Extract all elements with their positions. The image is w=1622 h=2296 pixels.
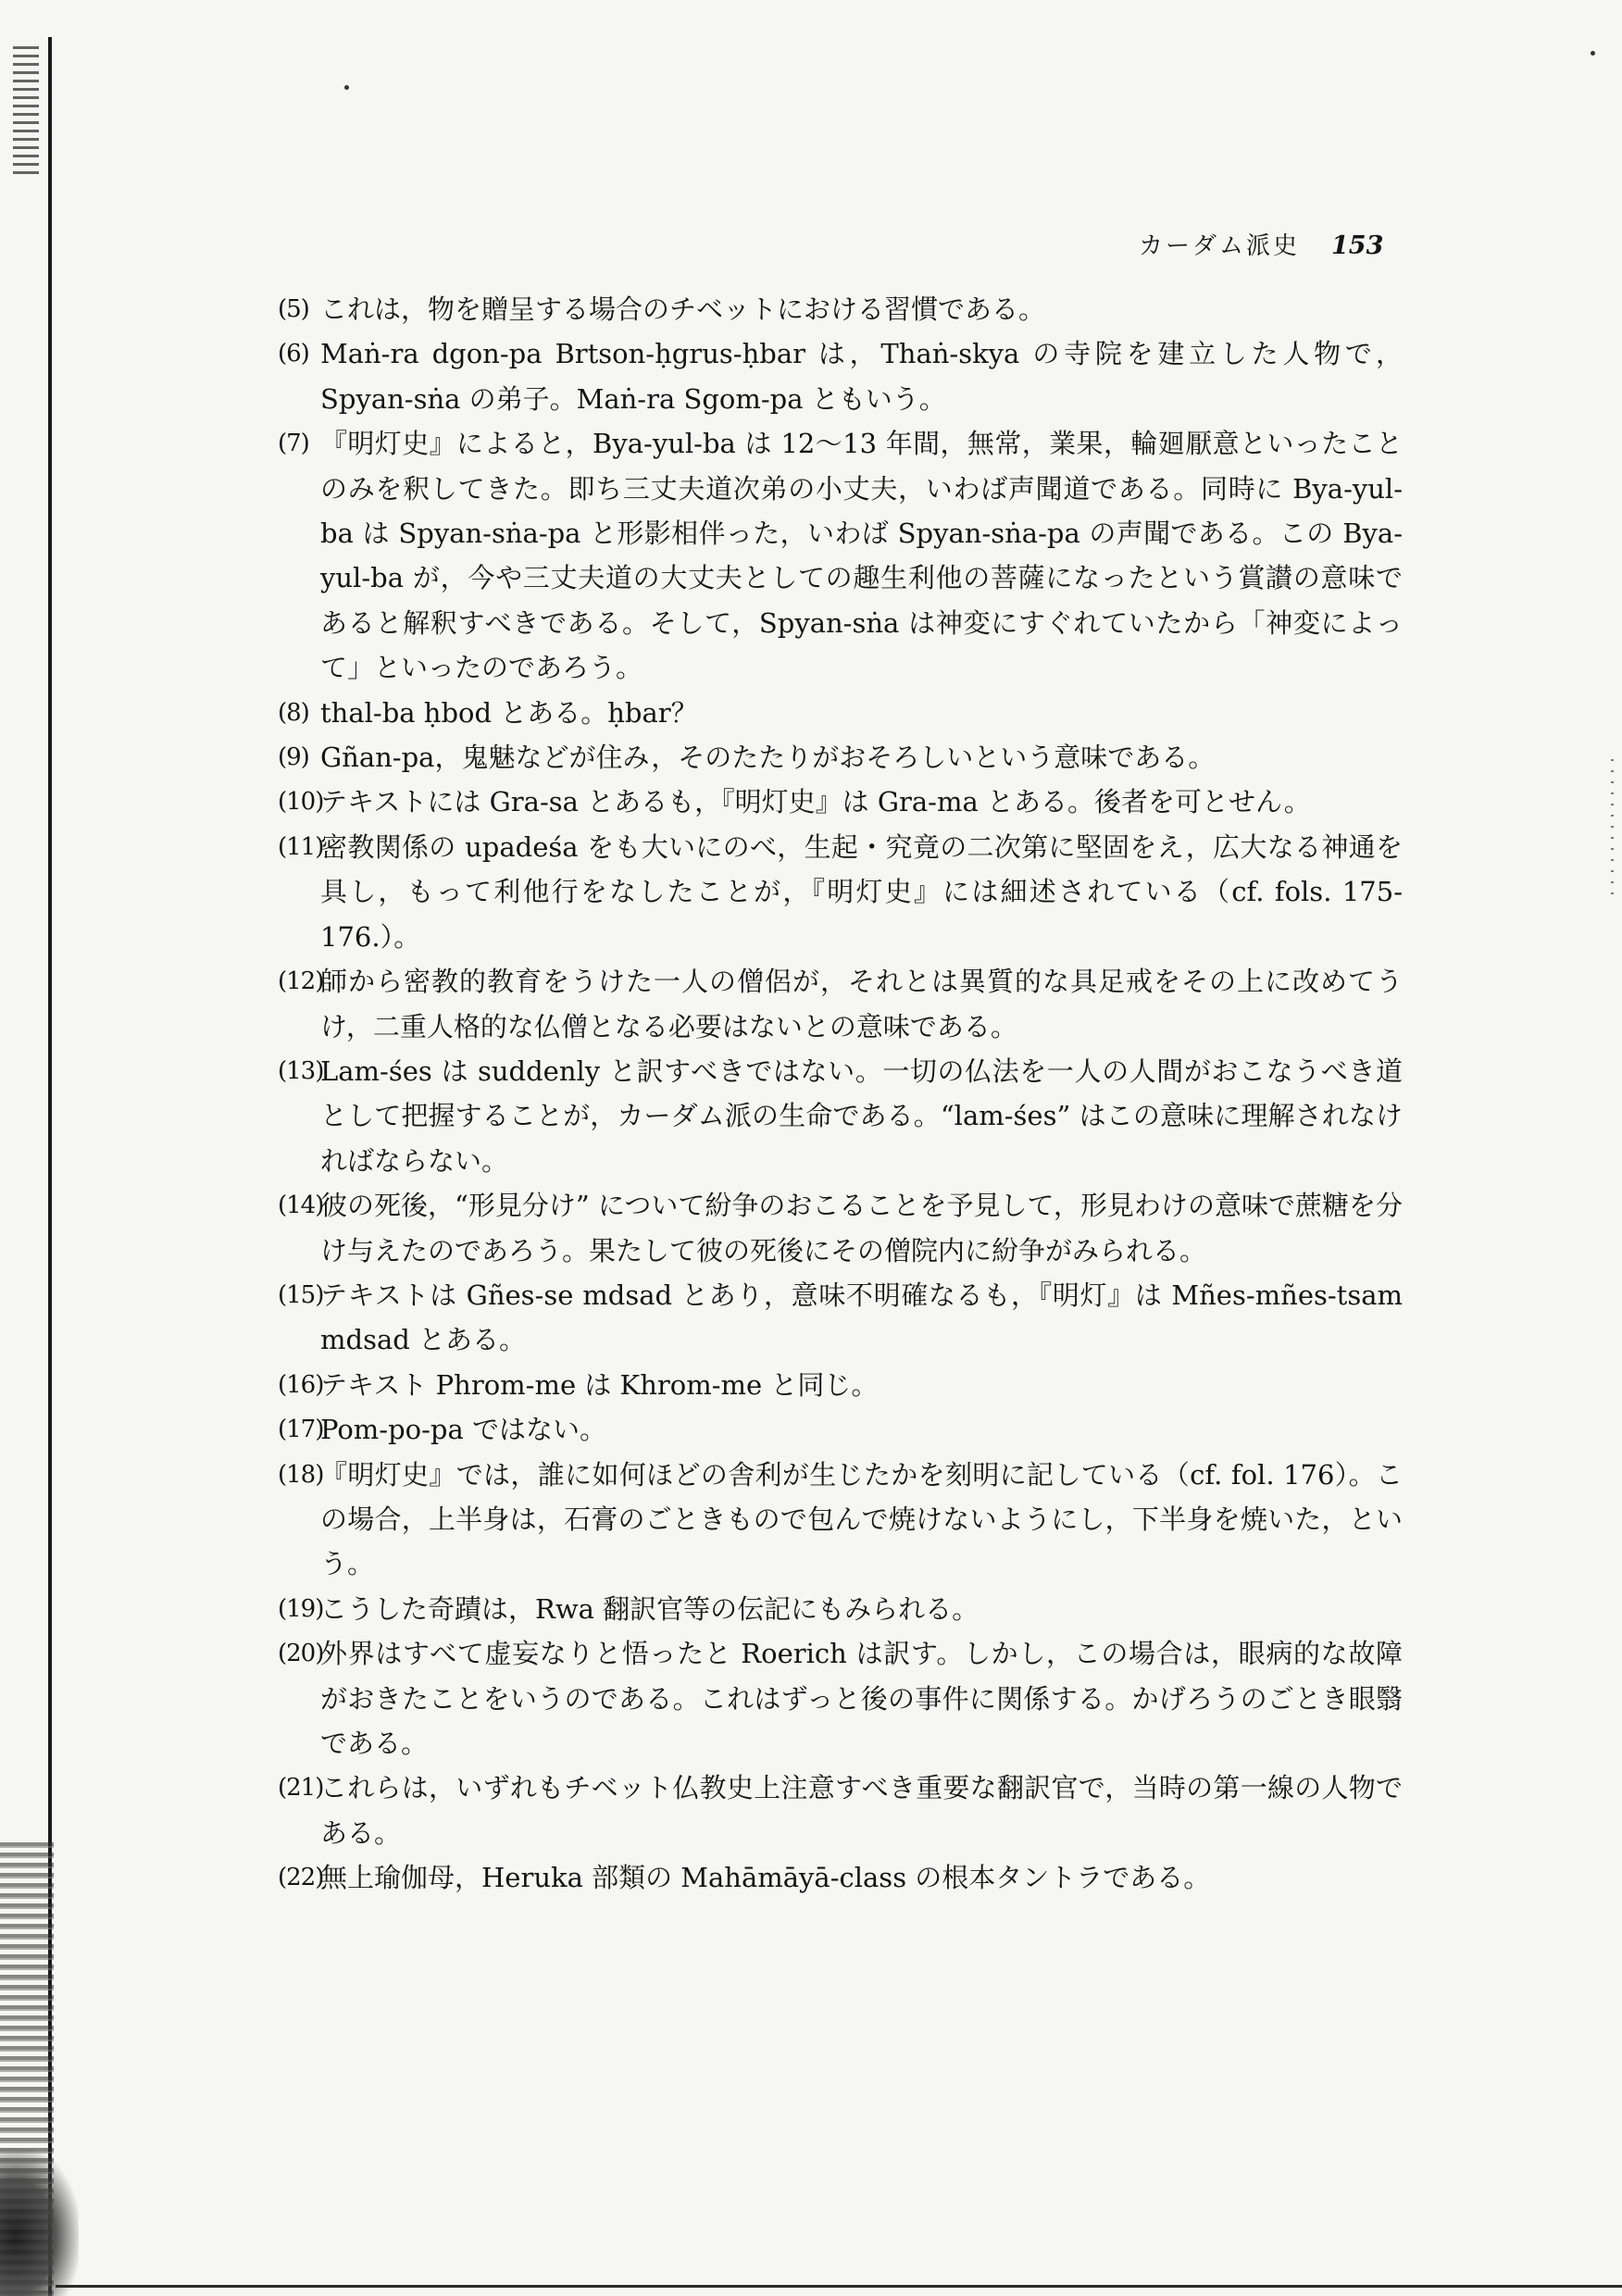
note-number: (7) bbox=[278, 430, 309, 458]
scan-right-specks bbox=[1611, 759, 1614, 898]
note-text: テキスト Phrom-me は Khrom-me と同じ。 bbox=[320, 1368, 879, 1401]
note-text: これは，物を贈呈する場合のチベットにおける習慣である。 bbox=[320, 293, 1046, 325]
note-9 bbox=[278, 735, 1403, 780]
note-8 bbox=[278, 691, 1403, 735]
note-text: テキストには Gra-sa とあるも，『明灯史』は Gra-ma とある。後者を可とせん。 bbox=[320, 786, 1311, 818]
note-number: (10) bbox=[278, 788, 324, 817]
note-20 bbox=[278, 1631, 1403, 1766]
note-5 bbox=[278, 287, 1403, 331]
note-number: (22) bbox=[278, 1864, 324, 1892]
scan-speck bbox=[1591, 51, 1595, 56]
note-text: Lam-śes は suddenly と訳すべきではない。一切の仏法を一人の人間がおこなうべき道として把握することが，カーダム派の生命である。“lam-śes” はこの意味に理解されなければならない。 bbox=[320, 1054, 1403, 1177]
note-number: (5) bbox=[278, 295, 309, 323]
note-17 bbox=[278, 1407, 1403, 1452]
chapter-title: カーダム派史 bbox=[1139, 232, 1301, 260]
scan-stain-top bbox=[13, 46, 39, 176]
note-6 bbox=[278, 331, 1403, 421]
scan-speck bbox=[344, 85, 349, 90]
note-number: (11) bbox=[278, 832, 324, 861]
note-text: 彼の死後，“形見分け” について紛争のおこることを予見して，形見わけの意味で蔗糖を分け与えたのであろう。果たして彼の死後にその僧院内に紛争がみられる。 bbox=[320, 1190, 1403, 1267]
note-text: 密教関係の upadeśa をも大いにのべ，生起・究竟の二次第に堅固をえ，広大なる神通を具し，もって利他行をなしたことが，『明灯史』には細述されている（cf. fols. 175-176.）。 bbox=[320, 830, 1403, 953]
note-text: Gñan-pa，鬼魅などが住み，そのたたりがおそろしいという意味である。 bbox=[320, 742, 1216, 774]
note-text: テキストは Gñes-se mdsad とあり，意味不明確なるも，『明灯』は Mñes-mñes-tsam mdsad とある。 bbox=[320, 1279, 1403, 1356]
page-number: 153 bbox=[1331, 231, 1384, 260]
note-21 bbox=[278, 1766, 1403, 1855]
note-text: Maṅ-ra dgon-pa Brtson-ḥgrus-ḥbar は，Thaṅ-skya の寺院を建立した人物で，Spyan-sṅa の弟子。Maṅ-ra Sgom-pa ともいう。 bbox=[320, 338, 1403, 415]
note-12 bbox=[278, 959, 1403, 1049]
note-text: これらは，いずれもチベット仏教史上注意すべき重要な翻訳官で，当時の第一線の人物である。 bbox=[320, 1772, 1403, 1849]
note-19 bbox=[278, 1587, 1403, 1631]
note-text: thal-ba ḥbod とある。ḥbar？ bbox=[320, 696, 698, 729]
note-text: 無上瑜伽母，Heruka 部類の Mahāmāyā-class の根本タントラである。 bbox=[320, 1862, 1211, 1894]
note-number: (8) bbox=[278, 698, 309, 727]
note-text: 外界はすべて虚妄なりと悟ったと Roerich は訳す。しかし，この場合は，眼病的な故障がおきたことをいうのである。これはずっと後の事件に関係する。かげろうのごとき眼翳である。 bbox=[320, 1638, 1403, 1759]
note-number: (21) bbox=[278, 1774, 324, 1803]
note-number: (20) bbox=[278, 1640, 324, 1668]
note-number: (18) bbox=[278, 1460, 324, 1489]
scan-dark-corner bbox=[0, 2148, 79, 2296]
note-14 bbox=[278, 1183, 1403, 1273]
note-18 bbox=[278, 1453, 1403, 1587]
note-number: (6) bbox=[278, 340, 309, 368]
note-16 bbox=[278, 1363, 1403, 1407]
note-text: 師から密教的教育をうけた一人の僧侶が，それとは異質的な具足戒をその上に改めてうけ，二重人格的な仏僧となる必要はないとの意味である。 bbox=[320, 966, 1403, 1042]
note-number: (15) bbox=[278, 1280, 324, 1309]
note-text: Pom-po-pa ではない。 bbox=[320, 1414, 606, 1446]
note-10 bbox=[278, 780, 1403, 824]
note-number: (9) bbox=[278, 743, 309, 772]
note-number: (14) bbox=[278, 1192, 324, 1220]
note-number: (12) bbox=[278, 967, 324, 996]
note-text: 『明灯史』では，誰に如何ほどの舎利が生じたかを刻明に記している（cf. fol. 176）。この場合，上半身は，石膏のごときもので包んで焼けないようにし，下半身を焼いた，という。 bbox=[320, 1458, 1403, 1580]
note-22 bbox=[278, 1855, 1403, 1900]
running-header bbox=[1139, 227, 1383, 264]
note-number: (13) bbox=[278, 1056, 324, 1085]
note-15 bbox=[278, 1273, 1403, 1363]
note-text: 『明灯史』によると，Bya-yul-ba は 12～13 年間，無常，業果，輪廻厭意といったことのみを釈してきた。即ち三丈夫道次弟の小丈夫，いわば声聞道である。同時に Bya-yul-ba は Spyan-sṅa-pa と形影相伴った，いわば Spyan-sṅa-pa の声聞である。この Bya-yul-ba が，今や三丈夫道の大丈夫としての趣生利他の菩薩になったという賞讃の意味であると解釈すべきである。そして，Spyan-sṅa は神変にすぐれていたから「神変によって」といったのであろう。 bbox=[320, 428, 1403, 684]
scan-bottom-edge bbox=[56, 2285, 1622, 2288]
note-7 bbox=[278, 421, 1403, 690]
binding-edge-shadow bbox=[0, 0, 54, 2296]
endnotes-list bbox=[278, 287, 1403, 1901]
note-number: (19) bbox=[278, 1594, 324, 1623]
note-text: こうした奇蹟は，Rwa 翻訳官等の伝記にもみられる。 bbox=[320, 1592, 979, 1625]
note-11 bbox=[278, 825, 1403, 959]
note-number: (17) bbox=[278, 1416, 324, 1444]
note-13 bbox=[278, 1049, 1403, 1183]
note-number: (16) bbox=[278, 1370, 324, 1399]
